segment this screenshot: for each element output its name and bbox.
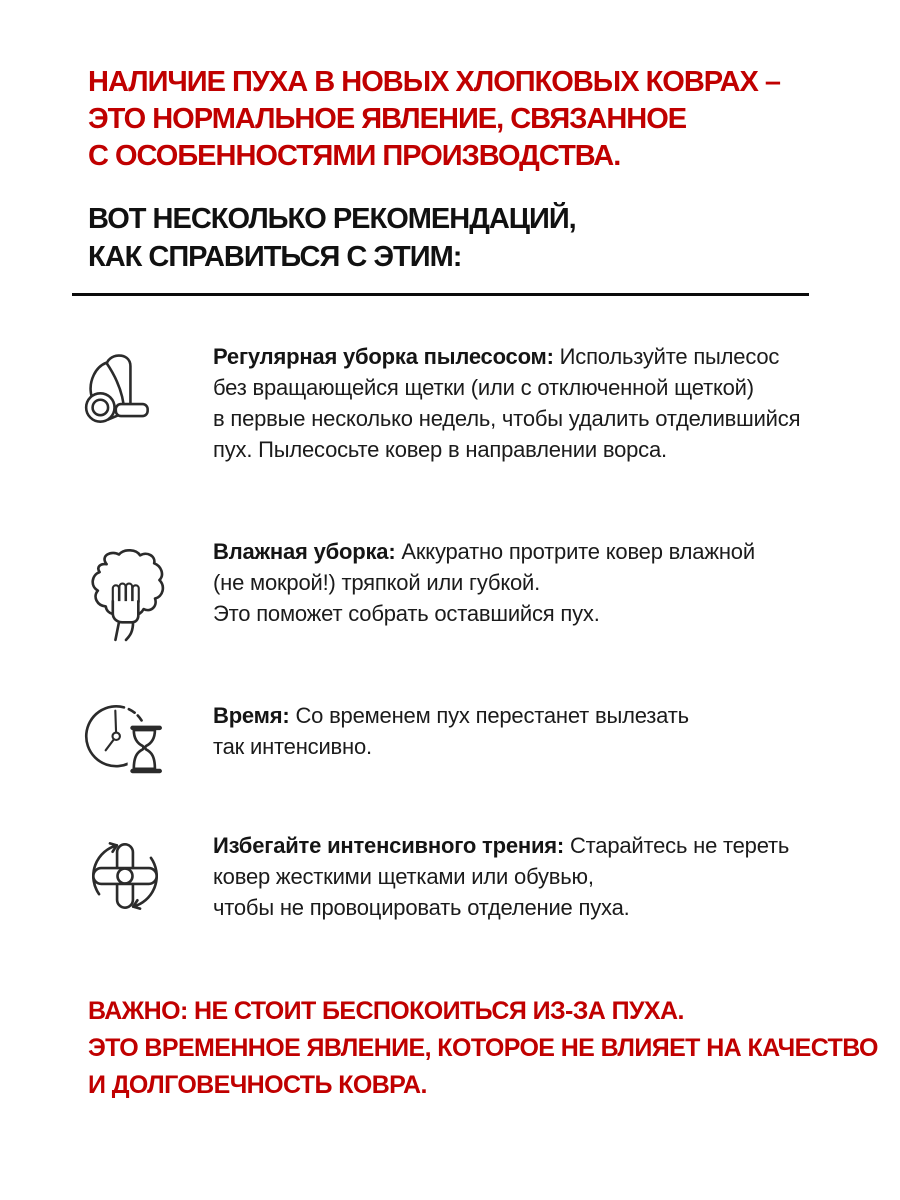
tip-lead: Влажная уборка: xyxy=(213,539,396,564)
page-title-line: ЭТО НОРМАЛЬНОЕ ЯВЛЕНИЕ, СВЯЗАННОЕ xyxy=(88,103,687,135)
tip-line xyxy=(213,700,689,731)
tip-section-wet-cleaning xyxy=(213,536,755,629)
tip-body: Старайтесь не тереть xyxy=(569,833,790,858)
tip-body: Аккуратно протрите ковер влажной xyxy=(401,539,755,564)
important-note-line: ВАЖНО: НЕ СТОИТ БЕСПОКОИТЬСЯ ИЗ-ЗА ПУХА. xyxy=(88,997,684,1025)
page-title-line: НАЛИЧИЕ ПУХА В НОВЫХ ХЛОПКОВЫХ КОВРАХ – xyxy=(88,66,781,98)
tip-section-vacuum xyxy=(213,341,800,465)
tip-section-no-friction xyxy=(213,830,789,923)
page-subtitle xyxy=(88,200,576,276)
page-title xyxy=(88,64,780,175)
tip-line: так интенсивно. xyxy=(213,734,372,759)
tip-line: в первые несколько недель, чтобы удалить отделившийся xyxy=(213,406,801,431)
tip-line: Это поможет собрать оставшийся пух. xyxy=(213,601,600,626)
rotating-fan-friction-icon xyxy=(81,828,169,924)
wiping-hand-cloth-icon xyxy=(82,541,170,649)
horizontal-divider xyxy=(72,293,809,296)
vacuum-cleaner-icon xyxy=(84,346,170,438)
page-title-line: С ОСОБЕННОСТЯМИ ПРОИЗВОДСТВА. xyxy=(88,140,621,172)
page-subtitle-line: ВОТ НЕСКОЛЬКО РЕКОМЕНДАЦИЙ, xyxy=(88,203,576,235)
tip-line xyxy=(213,830,789,861)
tip-line: без вращающейся щетки (или с отключенной щеткой) xyxy=(213,375,754,400)
tip-body: Со временем пух перестанет вылезать xyxy=(295,703,689,728)
tip-lead: Регулярная уборка пылесосом: xyxy=(213,344,554,369)
tip-line: пух. Пылесосьте ковер в направлении ворса. xyxy=(213,437,667,462)
tip-section-time xyxy=(213,700,689,762)
tip-lead: Время: xyxy=(213,703,290,728)
tip-lead: Избегайте интенсивного трения: xyxy=(213,833,565,858)
important-note xyxy=(88,993,878,1104)
tip-line: (не мокрой!) тряпкой или губкой. xyxy=(213,570,541,595)
tip-line xyxy=(213,536,755,567)
tip-body: Используйте пылесос xyxy=(559,344,780,369)
page-subtitle-line: КАК СПРАВИТЬСЯ С ЭТИМ: xyxy=(88,241,462,273)
clock-hourglass-icon xyxy=(81,694,169,782)
important-note-line: ЭТО ВРЕМЕННОЕ ЯВЛЕНИЕ, КОТОРОЕ НЕ ВЛИЯЕТ НА КАЧЕСТВО xyxy=(88,1034,878,1062)
important-note-line: И ДОЛГОВЕЧНОСТЬ КОВРА. xyxy=(88,1071,427,1099)
tip-line xyxy=(213,341,800,372)
tip-line: ковер жесткими щетками или обувью, xyxy=(213,864,594,889)
tip-line: чтобы не провоцировать отделение пуха. xyxy=(213,895,630,920)
